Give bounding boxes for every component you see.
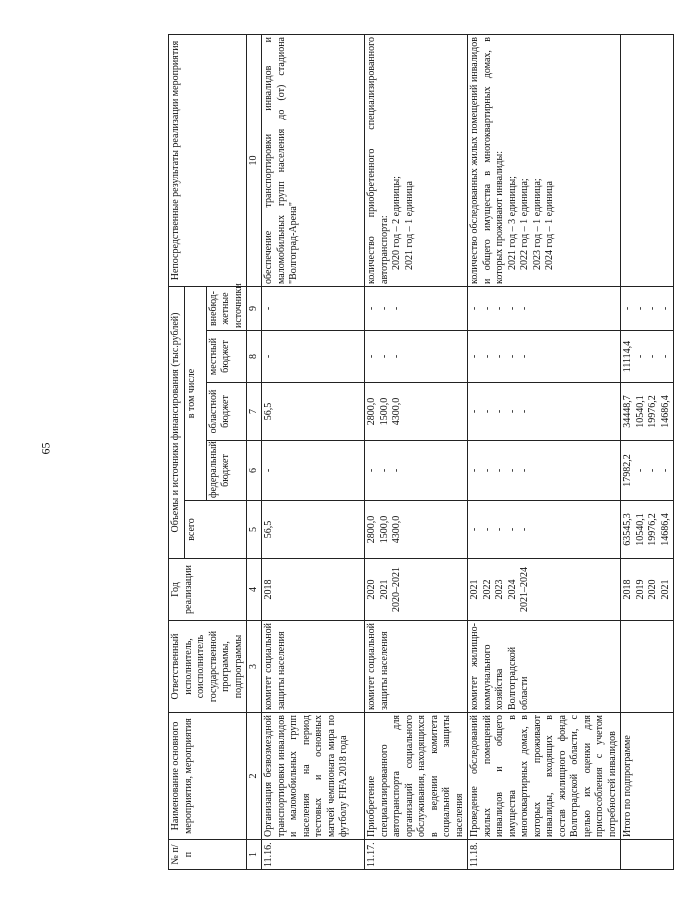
value: 63545,3 xyxy=(622,513,633,546)
value: 56,5 xyxy=(263,520,274,539)
column-number: 10 xyxy=(247,35,262,287)
value: - xyxy=(469,527,480,532)
year: 2021–2024 xyxy=(519,567,530,612)
value: 19976,2 xyxy=(647,513,658,546)
value: 14686,4 xyxy=(659,395,671,428)
result-text: количество приобретенного специализированного автотранспорта: xyxy=(366,37,390,284)
header-local: местный бюджет xyxy=(206,331,247,383)
column-number: 3 xyxy=(247,621,262,713)
result-text: 2021 год – 3 единицы; xyxy=(506,176,518,270)
value: 10540,1 xyxy=(634,395,646,428)
extra-cell xyxy=(468,287,621,331)
value: - xyxy=(469,354,480,359)
value: - xyxy=(622,306,633,311)
value: 11114,4 xyxy=(622,340,633,373)
total-cell xyxy=(262,501,365,559)
value: 4300,0 xyxy=(391,515,402,544)
value: - xyxy=(494,527,505,532)
column-number: 2 xyxy=(247,713,262,840)
value: - xyxy=(469,306,480,311)
year: 2018 xyxy=(622,579,633,600)
value: - xyxy=(481,409,493,414)
total-result-cell xyxy=(621,35,674,287)
header-funding: Объемы и источники финансирования (тыс.рублей) xyxy=(169,287,185,559)
federal-cell xyxy=(365,441,468,501)
total-cell xyxy=(621,501,674,559)
value: - xyxy=(378,354,390,359)
total-cell xyxy=(468,501,621,559)
responsible: комитет социальной защиты населения xyxy=(262,621,365,713)
result-text: 2021 год – 1 единица xyxy=(403,181,415,270)
value: - xyxy=(634,306,646,311)
year: 2019 xyxy=(634,579,646,600)
value: - xyxy=(519,409,530,414)
result-cell xyxy=(262,35,365,287)
value: - xyxy=(391,468,402,473)
value: - xyxy=(519,527,530,532)
extra-cell xyxy=(621,287,674,331)
column-number: 4 xyxy=(247,559,262,621)
responsible: комитет социальной защиты населения xyxy=(365,621,468,713)
value: - xyxy=(647,468,658,473)
value: - xyxy=(506,468,518,473)
column-number: 6 xyxy=(247,441,262,501)
value: - xyxy=(469,468,480,473)
value: - xyxy=(391,306,402,311)
value: 1500,0 xyxy=(378,397,390,426)
total-label: Итого по подпрограмме xyxy=(621,713,674,840)
value: 2800,0 xyxy=(366,397,377,426)
header-total: всего xyxy=(184,501,247,559)
value: - xyxy=(263,468,274,473)
value: - xyxy=(366,468,377,473)
result-text: обеспечение транспортировки инвалидов и маломобильных групп населения до (от) стадиона "Волгоград-Арена" xyxy=(263,37,299,284)
regional-cell xyxy=(262,383,365,441)
value: 1500,0 xyxy=(378,515,390,544)
value: - xyxy=(378,468,390,473)
value: - xyxy=(391,354,402,359)
table-row xyxy=(365,35,468,870)
value: - xyxy=(469,409,480,414)
value: 10540,1 xyxy=(634,513,646,546)
result-text: 2020 год – 2 единицы; xyxy=(391,176,402,270)
result-text: 2023 год – 1 единица; xyxy=(531,178,543,270)
year-cell xyxy=(468,559,621,621)
regional-cell xyxy=(621,383,674,441)
measure-name: Проведение обследований жилых помещений инвалидов и общего имущества в многоквартирных домах, в которых проживают инвалиды, входящих в состав жилищного фонда Волгоградской области, с целью их оценки для приспособления с учетом потребностей инвалидов xyxy=(468,713,621,840)
year: 2021 xyxy=(659,579,671,600)
row-number: 11.18. xyxy=(468,840,621,870)
year-cell xyxy=(365,559,468,621)
value: - xyxy=(647,306,658,311)
value: - xyxy=(659,354,671,359)
header-including: в том числе xyxy=(184,287,206,501)
column-number: 7 xyxy=(247,383,262,441)
value: 56,5 xyxy=(263,402,274,421)
header-num: № п/п xyxy=(169,840,247,870)
value: 17982,2 xyxy=(622,454,633,487)
local-cell xyxy=(262,331,365,383)
value: - xyxy=(519,306,530,311)
value: - xyxy=(481,354,493,359)
year: 2024 xyxy=(506,579,518,600)
value: - xyxy=(506,409,518,414)
total-num-cell xyxy=(621,840,674,870)
value: - xyxy=(506,306,518,311)
year: 2020 xyxy=(366,579,377,600)
result-cell xyxy=(365,35,468,287)
value: - xyxy=(494,354,505,359)
result-text: количество обследованных жилых помещений инвалидов и общего имущества в многоквартирных домах, в которых проживают инвалиды: xyxy=(469,37,505,284)
header-federal: федеральный бюджет xyxy=(206,441,247,501)
value: - xyxy=(481,306,493,311)
value: 34448,7 xyxy=(622,395,633,428)
column-number: 9 xyxy=(247,287,262,331)
value: - xyxy=(519,468,530,473)
header-year: Год реализации xyxy=(169,559,247,621)
value: 4300,0 xyxy=(391,397,402,426)
value: - xyxy=(481,527,493,532)
value: - xyxy=(366,306,377,311)
header-results: Непосредственные результаты реализации мероприятия xyxy=(169,35,247,287)
year: 2018 xyxy=(263,579,274,600)
year: 2021 xyxy=(469,579,480,600)
year: 2021 xyxy=(378,579,390,600)
value: - xyxy=(659,468,671,473)
column-number: 5 xyxy=(247,501,262,559)
measure-name: Организация безвозмездной транспортировки инвалидов и маломобильных групп населения на период тестовых и основных матчей чемпионата мира по футболу FIFA 2018 года xyxy=(262,713,365,840)
total-row xyxy=(621,35,674,870)
value: - xyxy=(659,306,671,311)
value: - xyxy=(519,354,530,359)
table-row xyxy=(468,35,621,870)
regional-cell xyxy=(468,383,621,441)
value: - xyxy=(378,306,390,311)
total-cell xyxy=(365,501,468,559)
program-table xyxy=(168,34,674,870)
year-cell xyxy=(262,559,365,621)
responsible: комитет жилищно-коммунального хозяйства Волгоградской области xyxy=(468,621,621,713)
value: - xyxy=(263,354,274,359)
column-number: 1 xyxy=(247,840,262,870)
header-name: Наименование основного мероприятия, мероприятия xyxy=(169,713,247,840)
year-cell xyxy=(621,559,674,621)
value: - xyxy=(634,354,646,359)
value: - xyxy=(481,468,493,473)
regional-cell xyxy=(365,383,468,441)
year: 2020 xyxy=(647,579,658,600)
header-regional: областной бюджет xyxy=(206,383,247,441)
measure-name: Приобретение специализированного автотранспорта для организаций социального обслуживания, находящихся в ведении комитета социальной защиты населения xyxy=(365,713,468,840)
value: 2800,0 xyxy=(366,515,377,544)
value: 19976,2 xyxy=(647,395,658,428)
header-extra: внебюд-жетные источники xyxy=(206,287,247,331)
value: - xyxy=(647,354,658,359)
column-number: 8 xyxy=(247,331,262,383)
local-cell xyxy=(468,331,621,383)
result-text: 2022 год – 1 единица; xyxy=(519,178,530,270)
extra-cell xyxy=(365,287,468,331)
total-resp-cell xyxy=(621,621,674,713)
value: - xyxy=(494,468,505,473)
local-cell xyxy=(621,331,674,383)
federal-cell xyxy=(468,441,621,501)
year: 2023 xyxy=(494,579,505,600)
year: 2020–2021 xyxy=(391,567,402,612)
federal-cell xyxy=(262,441,365,501)
page-number: 65 xyxy=(38,442,53,455)
row-number: 11.17. xyxy=(365,840,468,870)
value: - xyxy=(634,468,646,473)
table-row xyxy=(262,35,365,870)
value: - xyxy=(506,354,518,359)
result-cell xyxy=(468,35,621,287)
local-cell xyxy=(365,331,468,383)
value: - xyxy=(494,409,505,414)
year: 2022 xyxy=(481,579,493,600)
value: - xyxy=(366,354,377,359)
value: - xyxy=(263,306,274,311)
value: 14686,4 xyxy=(659,513,671,546)
federal-cell xyxy=(621,441,674,501)
header-responsible: Ответственный исполнитель, соисполнитель государственной программы, подпрограммы xyxy=(169,621,247,713)
row-number: 11.16. xyxy=(262,840,365,870)
value: - xyxy=(494,306,505,311)
extra-cell xyxy=(262,287,365,331)
result-text: 2024 год – 1 единица xyxy=(544,181,555,270)
value: - xyxy=(506,527,518,532)
